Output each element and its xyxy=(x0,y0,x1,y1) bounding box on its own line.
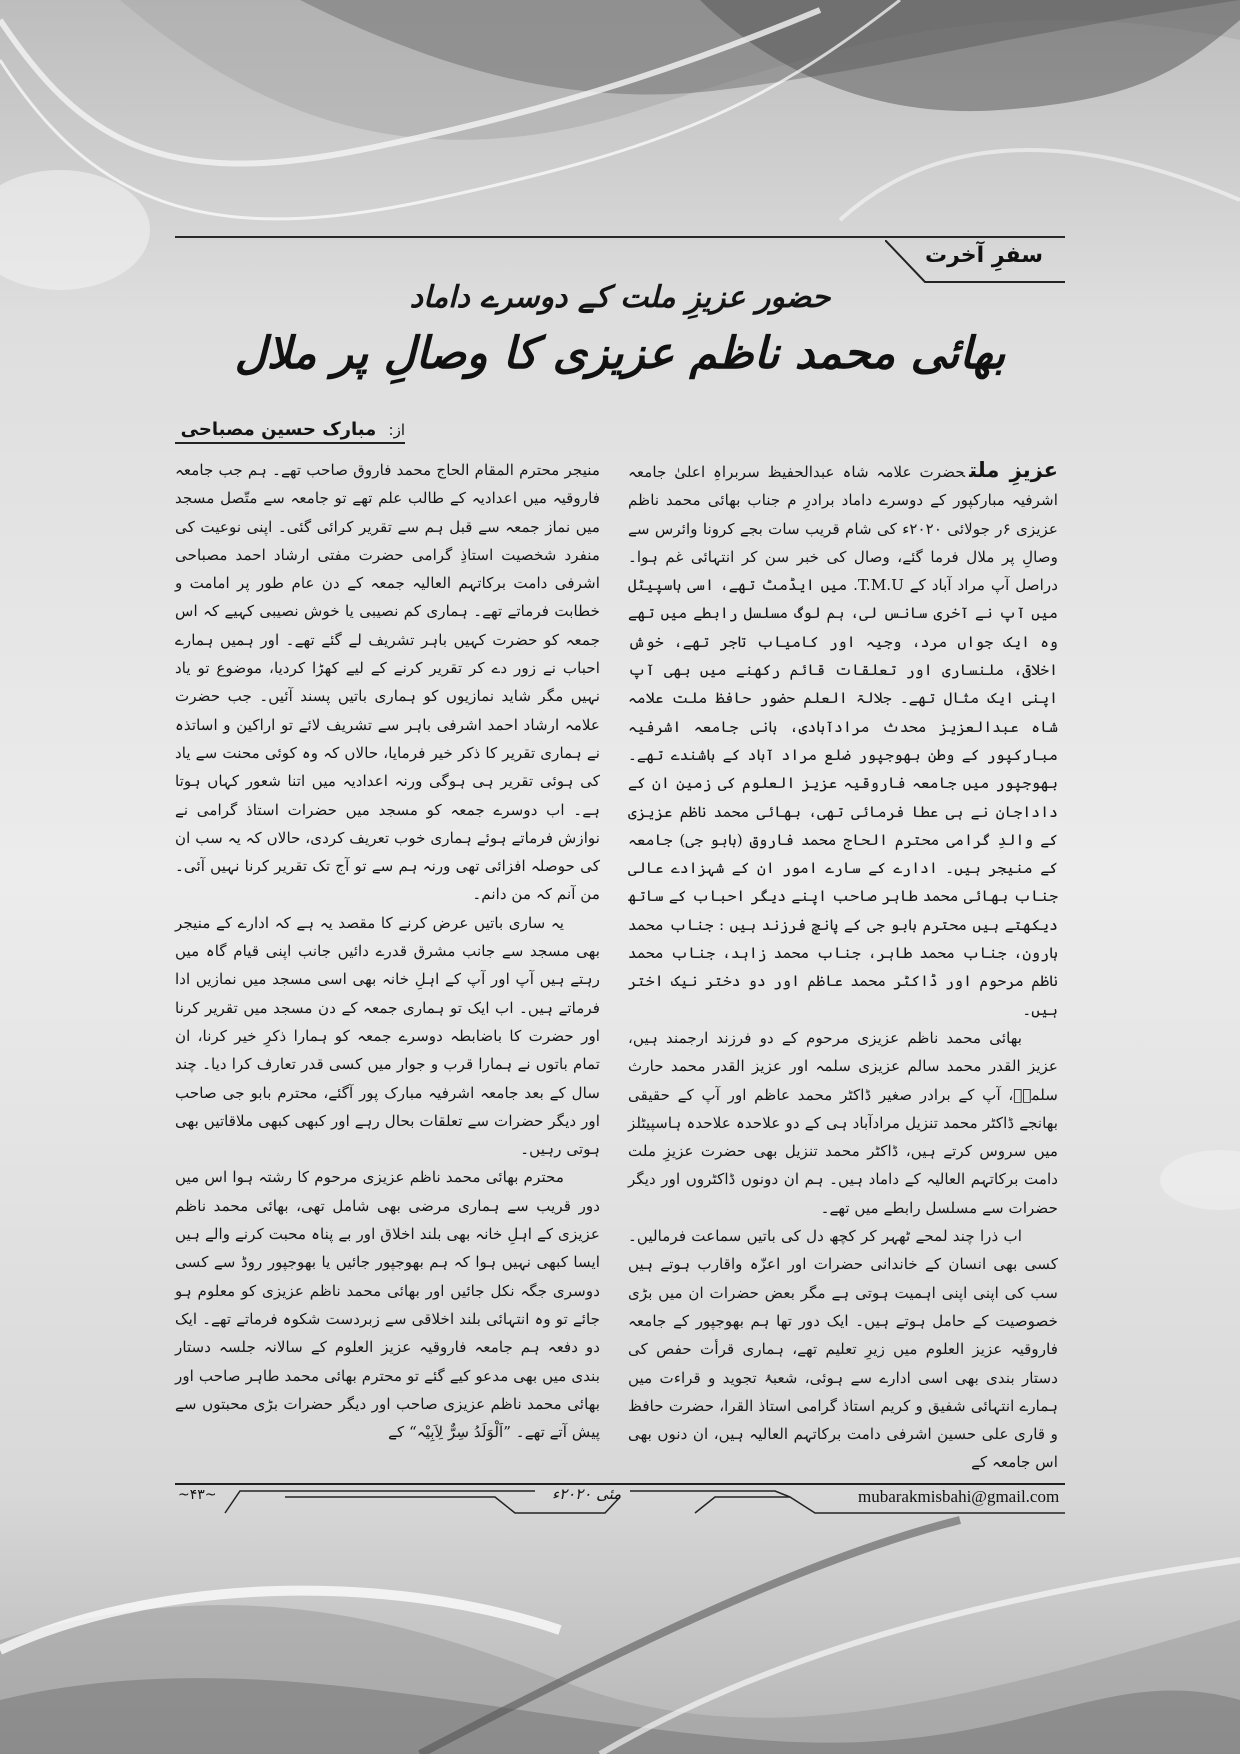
article-column-left xyxy=(175,456,600,1446)
paragraph: بھائی محمد ناظم عزیزی مرحوم کے دو فرزند ارجمند ہیں، عزیز القدر محمد سالم عزیزی سلمہ اور عزیز القدر محمد حارث سلمہٗ، آپ کے برادر صغیر ڈاکٹر محمد عاظم اور آپ کے حقیقی بھانجے ڈاکٹر محمد تنزیل مرادآباد ہی کے دو علاحدہ علاحدہ ہاسپیٹلز میں سروس کرتے ہیں، ڈاکٹر محمد تنزیل بھی حضرت عزیزِ ملت دامت برکاتہم العالیہ کے داماد ہیں۔ ہم ان دونوں ڈاکٹروں اور دیگر حضرات سے مسلسل رابطے میں تھے۔ xyxy=(628,1028,1058,1217)
byline-prefix: از: xyxy=(388,421,405,439)
article-heading xyxy=(175,276,1065,386)
paragraph: محترم بھائی محمد ناظم عزیزی مرحوم کا رشتہ ہوا اس میں دور قریب سے ہماری مرضی بھی شامل تھی، بھائی محمد ناظم عزیزی کے اہلِ خانہ بھی بلند اخلاق اور بے پناہ محبت کرنے والے ہیں ایسا کبھی نہیں ہوا کہ ہم بھوجپور جائیں یا بھوجپور روڈ سے کسی دوسری جگہ نکل جائیں اور بھائی محمد ناظم عزیزی کو معلوم ہو جائے تو وہ انتہائی بلند اخلاقی سے زبردست شکوہ فرماتے تھے۔ ایک دو دفعہ ہم جامعہ فاروقیہ عزیز العلوم کے سالانہ جلسہ دستار بندی میں بھی مدعو کیے گئے تو محترم بھائی محمد طاہر صاحب اور بھائی محمد ناظم عزیزی صاحب اور دیگر حضرات بڑی محبتوں سے پیش آتے تھے۔ ”اَلْوَلَدُ سِرٌّ لِاَبِیْہ“ کے xyxy=(175,1168,600,1442)
article-column-right xyxy=(628,456,1058,1477)
lead-word: عزیزِ ملت xyxy=(969,458,1058,482)
article-subtitle: حضور عزیزِ ملت کے دوسرے داماد xyxy=(409,280,831,315)
byline xyxy=(175,419,405,444)
author-email[interactable]: mubarakmisbahi@gmail.com xyxy=(858,1487,1060,1506)
section-label: سفرِ آخرت xyxy=(924,243,1043,268)
article-title: بھائی محمد ناظم عزیزی کا وصالِ پر ملال xyxy=(234,328,1006,379)
paragraph: عزیزِ ملتحضرت علامہ شاہ عبدالحفیظ سربراہِ اعلیٰ جامعہ اشرفیہ مبارکپور کے دوسرے داماد برادرِ م جناب بھائی محمد ناظم عزیزی ۶ر جولائی ۲۰۲۰ء کی شام قریب سات بجے کرونا وائرس سے وصالِ پر ملال فرما گئے، وصال کی خبر سن کر انتہائی غم ہوا۔ دراصل آپ مراد آباد کے T.M.U. میں ایڈمٹ تھے، اسی ہاسپیٹل میں آپ نے آخری سانس لی، ہم لوگ مسلسل رابطے میں تھے وہ ایک جواں مرد، وجیہ اور کامیاب تاجر تھے، خوش اخلاقی، ملنساری اور تعلقات قائم رکھنے میں بھی آپ اپنی ایک مثال تھے۔ جلالۃ العلم حضور حافظ ملت علامہ شاہ عبدالعزیز محدث مرادآبادی، بانی جامعہ اشرفیہ مبارکپور کے وطن بھوجپور ضلع مراد آباد کے باشندے تھے۔ بھوجپور میں جامعہ فاروقیہ عزیز العلوم کی زمین ان کے داداجان نے ہی عطا فرمائی تھی، بھائی محمد ناظم عزیزی کے والدِ گرامی محترم الحاج محمد فاروق (بابو جی) جامعہ کے منیجر ہیں۔ ادارے کے سارے امور ان کے شہزادے عالی جناب بھائی محمد طاہر صاحب اپنے دیگر احباب کے ساتھ دیکھتے ہیں محترم بابو جی کے پانچ فرزند ہیں : جناب محمد ہارون، جناب محمد طاہر، جناب محمد زاہد، جناب محمد ناظم مرحوم اور ڈاکٹر محمد عاظم اور دو دختر نیک اختر ہیں۔ xyxy=(628,458,1058,1019)
issue-date: مئی ۲۰۲۰ء xyxy=(552,1485,622,1503)
paragraph: منیجر محترم المقام الحاج محمد فاروق صاحب تھے۔ ہم جب جامعہ فاروقیہ میں اعدادیہ کے طالب علم تھے تو جامعہ سے متّصل مسجد میں نماز جمعہ سے قبل ہم سے تقریر کرائی گئی۔ اپنی نوعیت کی منفرد شخصیت استاذِ گرامی حضرت مفتی ارشاد احمد مصباحی اشرفی دامت برکاتہم العالیہ جمعہ کے دن عام طور پر امامت و خطابت فرماتے تھے۔ ہماری کم نصیبی یا خوش نصیبی کہیے کہ اس جمعہ کو حضرت کہیں باہر تشریف لے گئے تھے۔ اور ہمیں ہمارے احباب نے زور دے کر تقریر کرنے کے لیے کھڑا کردیا، موضوع تو یاد نہیں مگر شاید نمازیوں کو ہماری باتیں پسند آئیں۔ جب حضرت علامہ ارشاد احمد اشرفی باہر سے تشریف لائے تو اراکین و اساتذہ نے ہماری تقریر کا ذکر خیر فرمایا، حالاں کہ وہ کوئی محنت سے یاد کی ہوئی تقریر ہی ہوگی ورنہ اعدادیہ میں اتنا شعور کہاں ہوتا ہے۔ اب دوسرے جمعہ کو مسجد میں حضرات استاذ گرامی نے نوازش فرماتے ہوئے ہماری خوب تعریف کردی، حالاں کہ یہ سب ان کی حوصلہ افزائی تھی ورنہ ہم سے تو آج تک تقریر کرنا نہیں آئی۔ من آنم کہ من دانم۔ xyxy=(175,461,600,904)
page-number: ~۴۳~ xyxy=(178,1487,217,1503)
byline-author: مبارک حسین مصباحی xyxy=(180,419,377,440)
paragraph: یہ ساری باتیں عرض کرنے کا مقصد یہ ہے کہ ادارے کے منیجر بھی مسجد سے جانب مشرق قدرے دائیں جانب اپنی قیام گاہ میں رہتے ہیں آپ اور آپ کے اہلِ خانہ بھی اسی مسجد میں نمازیں ادا فرماتے ہیں۔ اب ایک تو ہماری جمعہ کے دن مسجد میں تقریر کرنا اور حضرت کا باضابطہ دوسرے جمعہ کو ہمارا ذکرِ خیر کرنا، ان تمام باتوں نے ہمارا قرب و جوار میں کسی قدر تعارف کرا دیا۔ چند سال کے بعد جامعہ اشرفیہ مبارک پور آگئے، محترم بابو جی صاحب اور دیگر حضرات سے تعلقات بحال رہے اور کبھی کبھی ملاقاتیں بھی ہوتی رہیں۔ xyxy=(175,913,600,1159)
paragraph: اب ذرا چند لمحے ٹھہر کر کچھ دل کی باتیں سماعت فرمالیں۔ کسی بھی انسان کے خاندانی حضرات اور اعزّہ واقارب ہوتے ہیں سب کی اپنی اپنی اہمیت ہوتی ہے مگر بعض حضرات ان میں بڑی خصوصیت کے حامل ہوتے ہیں۔ ایک دور تھا ہم بھوجپور کے جامعہ فاروقیہ عزیز العلوم میں زیرِ تعلیم تھے، ہماری قرأت حفص کی دستار بندی بھی اسی ادارے سے ہوئی، شعبۂ تجوید و قراءت میں ہمارے انتہائی شفیق و کریم استاذ گرامی استاذ القرا، حضرت حافظ و قاری علی حسین اشرفی دامت برکاتہم العالیہ ہیں، ان دنوں بھی اس جامعہ کے xyxy=(628,1227,1058,1472)
header-rule xyxy=(175,236,1065,238)
